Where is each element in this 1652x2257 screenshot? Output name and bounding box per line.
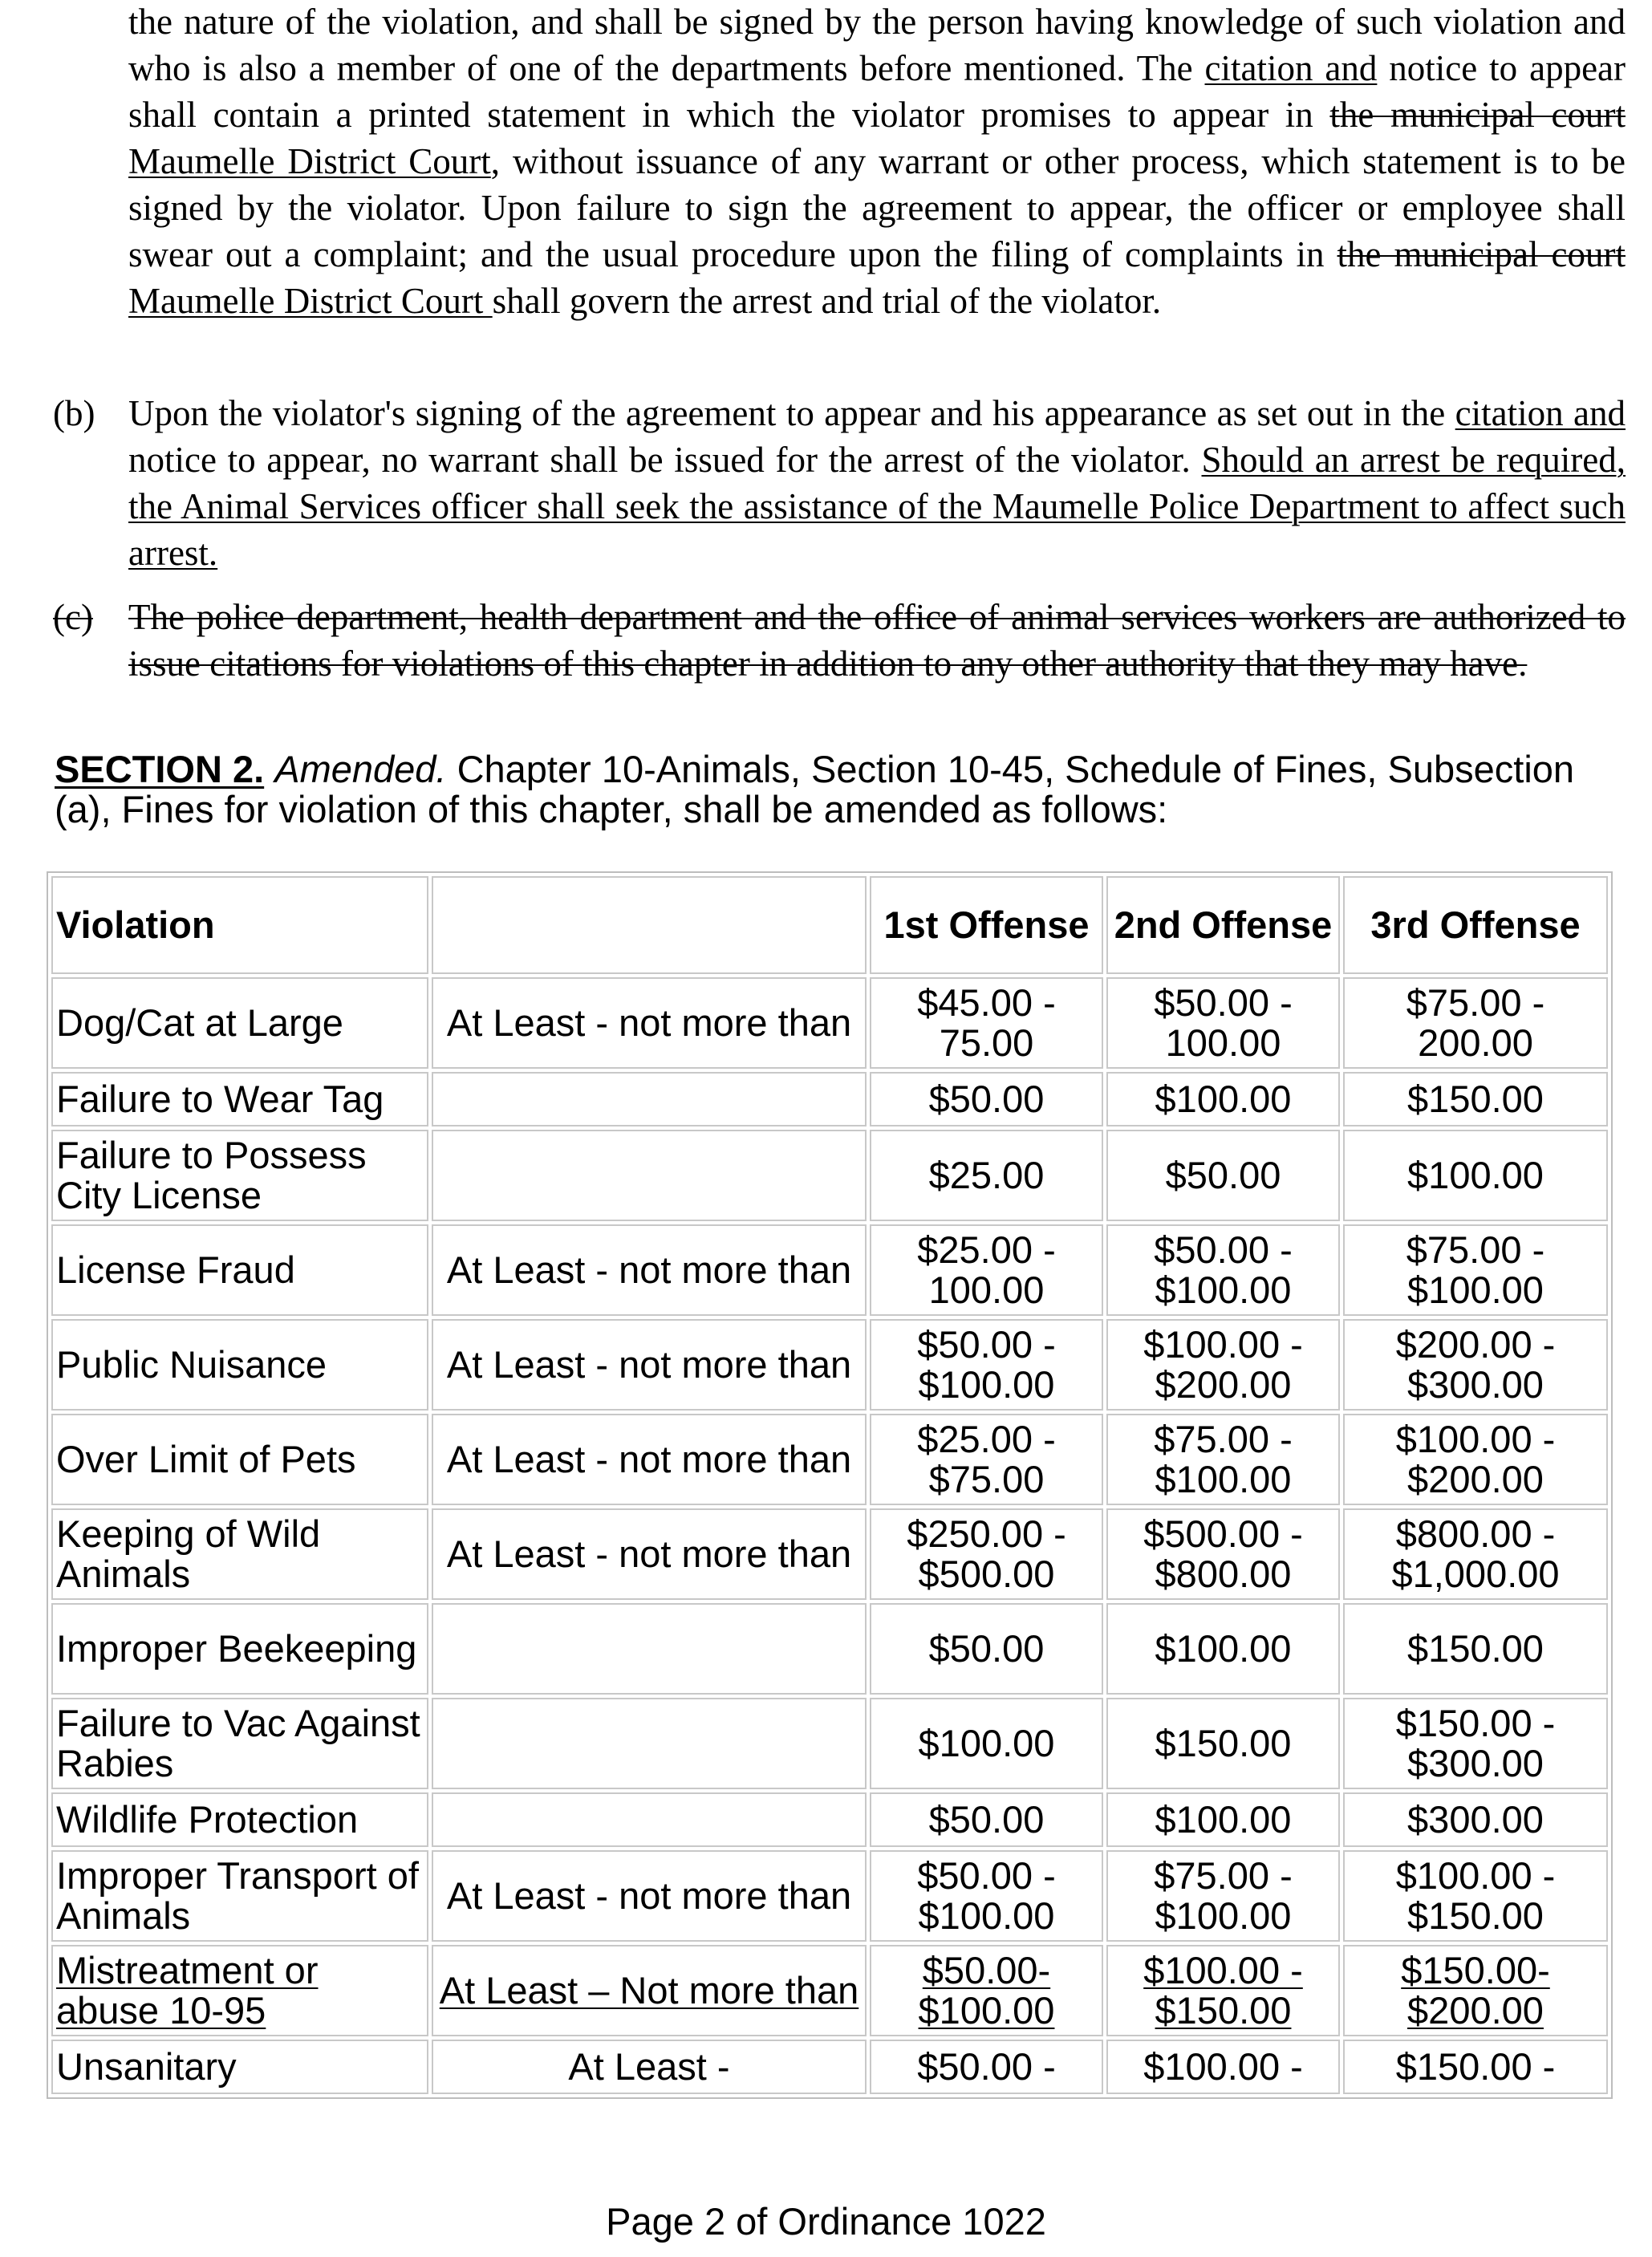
cell-range-text: At Least - not more than [446,1001,852,1044]
cell-third-offense [1343,1130,1608,1221]
cell-third-offense [1343,977,1608,1069]
cell-second-offense [1106,1698,1340,1789]
cell-violation-text: Unsanitary [56,2045,237,2088]
text-run: shall govern the arrest and trial of the violator. [492,281,1162,321]
text-run: notice to appear shall contain a printed statement in which the violator promises to appear in [128,48,1626,135]
text-run: Upon the violator's signing of the agreement to appear and his appearance as set out in the [128,393,1455,433]
cell-first-offense [870,1414,1103,1505]
cell-first-offense-text: $25.00 - 100.00 [917,1228,1056,1311]
cell-third-offense-text: $300.00 [1407,1798,1544,1841]
paragraph-c-deleted [128,594,1626,687]
cell-violation-text: Failure to Possess City License [56,1134,367,1216]
cell-range [432,1945,867,2036]
cell-first-offense [870,1792,1103,1847]
cell-second-offense [1106,1850,1340,1942]
cell-violation [51,1072,428,1126]
cell-third-offense [1343,1850,1608,1942]
cell-range [432,1508,867,1600]
cell-second-offense-text: $100.00 [1155,1627,1292,1670]
cell-range [432,1224,867,1316]
cell-first-offense [870,1130,1103,1221]
cell-range [432,1319,867,1411]
inserted-text: Should an arrest be required, the Animal Services officer shall seek the assistance of the Maumelle Police Department to affect such arrest. [128,440,1626,573]
table-row [51,1603,1608,1695]
cell-second-offense-text: $50.00 [1165,1154,1281,1196]
cell-second-offense-text: $50.00 - 100.00 [1154,981,1293,1064]
cell-first-offense-text: $250.00 - $500.00 [907,1512,1066,1595]
cell-third-offense [1343,1698,1608,1789]
cell-second-offense [1106,1508,1340,1600]
cell-violation [51,2040,428,2094]
cell-first-offense [870,1224,1103,1316]
deleted-text: the municipal court [1337,234,1626,274]
table-row [51,1698,1608,1789]
cell-violation-text: Wildlife Protection [56,1798,359,1841]
deleted-text: (c) [53,597,93,637]
cell-first-offense-text: $100.00 [918,1722,1055,1764]
cell-violation-text: Improper Transport of Animals [56,1854,419,1937]
cell-third-offense [1343,1414,1608,1505]
cell-first-offense [870,2040,1103,2094]
cell-second-offense-text: $100.00 - $200.00 [1143,1323,1303,1406]
cell-violation-text: Public Nuisance [56,1343,327,1386]
cell-third-offense-text: $75.00 - 200.00 [1406,981,1545,1064]
cell-second-offense-text: $75.00 - $100.00 [1154,1854,1293,1937]
section-text: Chapter 10-Animals, Section 10-45, Schedule of Fines, Subsection (a), Fines for violation of this chapter, shall be amended as follows: [55,748,1575,830]
cell-violation [51,1224,428,1316]
section-2-intro [55,749,1627,830]
cell-violation-text: Keeping of Wild Animals [56,1512,321,1595]
cell-third-offense-text: $800.00 - $1,000.00 [1391,1512,1560,1595]
cell-second-offense [1106,2040,1340,2094]
paragraph-a-continuation [128,0,1626,324]
cell-violation [51,1319,428,1411]
inserted-text: citation and [1455,393,1626,433]
cell-second-offense [1106,1945,1340,2036]
table-row [51,1072,1608,1126]
cell-second-offense-text: $150.00 [1155,1722,1292,1764]
cell-third-offense-text: $100.00 - $200.00 [1395,1418,1556,1500]
cell-range-text: At Least - not more than [446,1874,852,1917]
cell-third-offense [1343,1072,1608,1126]
inserted-text: citation and [1204,48,1378,88]
cell-first-offense-text: $50.00 - [917,2045,1056,2088]
cell-violation-text: Dog/Cat at Large [56,1001,343,1044]
cell-second-offense [1106,1319,1340,1411]
cell-third-offense-text: $100.00 - $150.00 [1395,1854,1556,1937]
table-row [51,1850,1608,1942]
cell-violation [51,1414,428,1505]
cell-second-offense-text: $500.00 - $800.00 [1143,1512,1303,1595]
cell-first-offense-text: $50.00 - $100.00 [917,1323,1056,1406]
cell-violation [51,1850,428,1942]
inserted-text: Maumelle District Court [128,141,491,181]
header-violation: Violation [51,876,428,974]
cell-third-offense [1343,1792,1608,1847]
cell-second-offense [1106,1792,1340,1847]
header-second-offense: 2nd Offense [1106,876,1340,974]
cell-range [432,2040,867,2094]
cell-violation [51,977,428,1069]
cell-range-text: At Least - not more than [446,1248,852,1291]
cell-range [432,1698,867,1789]
cell-third-offense [1343,1319,1608,1411]
fines-table [47,871,1613,2099]
table-row [51,1130,1608,1221]
cell-second-offense [1106,1414,1340,1505]
cell-violation [51,1945,428,2036]
header-third-offense: 3rd Offense [1343,876,1608,974]
cell-range-text: At Least - not more than [446,1438,852,1480]
cell-first-offense-text: $50.00- $100.00 [918,1949,1055,2032]
cell-third-offense-text: $150.00 [1407,1078,1544,1120]
deleted-text: The police department, health department and the office of animal services workers are authorized to issue citations for violations of this chapter in addition to any other authority that they may have. [128,597,1626,684]
cell-first-offense-text: $50.00 - $100.00 [917,1854,1056,1937]
cell-second-offense-text: $50.00 - $100.00 [1154,1228,1293,1311]
table-row [51,1224,1608,1316]
cell-violation-text: Failure to Vac Against Rabies [56,1702,420,1784]
header-range [432,876,867,974]
table-row [51,2040,1608,2094]
cell-second-offense-text: $75.00 - $100.00 [1154,1418,1293,1500]
cell-third-offense-text: $150.00 - $300.00 [1395,1702,1556,1784]
cell-second-offense-text: $100.00 - $150.00 [1143,1949,1303,2032]
cell-violation-text: Over Limit of Pets [56,1438,356,1480]
cell-second-offense [1106,1224,1340,1316]
cell-third-offense [1343,1508,1608,1600]
cell-second-offense-text: $100.00 [1155,1078,1292,1120]
table-header-row [51,876,1608,974]
paragraph-b-label: (b) [53,393,95,433]
cell-first-offense-text: $25.00 - $75.00 [917,1418,1056,1500]
cell-third-offense [1343,1224,1608,1316]
cell-violation [51,1792,428,1847]
table-row [51,977,1608,1069]
cell-first-offense [870,1850,1103,1942]
cell-range-text: At Least - not more than [446,1343,852,1386]
paragraph-b [128,390,1626,576]
section-heading: SECTION 2. [55,748,265,790]
table-row [51,1319,1608,1411]
cell-third-offense-text: $150.00- $200.00 [1401,1949,1550,2032]
cell-first-offense [870,1945,1103,2036]
cell-third-offense-text: $200.00 - $300.00 [1395,1323,1556,1406]
cell-first-offense [870,1072,1103,1126]
table-row [51,1414,1608,1505]
cell-range [432,977,867,1069]
text-run: the nature of the violation, and shall be signed by the person having knowledge of such violation and who is also a member of one of the departments before mentioned. The [128,2,1626,88]
cell-violation [51,1130,428,1221]
cell-range [432,1130,867,1221]
cell-first-offense [870,1698,1103,1789]
table-row [51,1792,1608,1847]
cell-third-offense-text: $75.00 - $100.00 [1406,1228,1545,1311]
cell-range [432,1792,867,1847]
cell-second-offense [1106,1603,1340,1695]
cell-first-offense [870,1319,1103,1411]
cell-violation [51,1698,428,1789]
cell-first-offense-text: $25.00 [928,1154,1045,1196]
cell-first-offense [870,1603,1103,1695]
cell-first-offense-text: $50.00 [928,1798,1045,1841]
text-run: notice to appear, no warrant shall be issued for the arrest of the violator. [128,440,1202,480]
cell-range-text: At Least – Not more than [439,1969,859,2011]
fines-table-body [51,977,1608,2094]
cell-violation-text: License Fraud [56,1248,295,1291]
text-run: , without issuance of any warrant or other process, which statement is to be signed by the violator. Upon failure to sign the agreement to appear, the officer or employee shall swear out a complaint; and the usual procedure upon the filing of complaints in [128,141,1626,274]
cell-violation [51,1603,428,1695]
cell-violation-text: Improper Beekeeping [56,1627,417,1670]
cell-first-offense [870,1508,1103,1600]
cell-range [432,1850,867,1942]
page-footer: Page 2 of Ordinance 1022 [606,2200,1046,2243]
amended-label: Amended. [274,748,447,790]
cell-range [432,1603,867,1695]
cell-second-offense [1106,1130,1340,1221]
cell-first-offense-text: $50.00 [928,1078,1045,1120]
paragraph-c-label [53,594,93,640]
cell-range [432,1414,867,1505]
table-row [51,1508,1608,1600]
cell-third-offense [1343,1603,1608,1695]
inserted-text: Maumelle District Court [128,281,493,321]
cell-second-offense-text: $100.00 [1155,1798,1292,1841]
cell-third-offense [1343,1945,1608,2036]
cell-range-text: At Least - not more than [446,1532,852,1575]
cell-third-offense-text: $150.00 [1407,1627,1544,1670]
cell-third-offense-text: $100.00 [1407,1154,1544,1196]
cell-violation-text: Failure to Wear Tag [56,1078,384,1120]
cell-first-offense-text: $45.00 - 75.00 [917,981,1056,1064]
cell-first-offense [870,977,1103,1069]
table-row [51,1945,1608,2036]
cell-second-offense-text: $100.00 - [1143,2045,1303,2088]
cell-range-text: At Least - [568,2045,730,2088]
cell-third-offense-text: $150.00 - [1395,2045,1556,2088]
cell-first-offense-text: $50.00 [928,1627,1045,1670]
cell-violation [51,1508,428,1600]
cell-violation-text: Mistreatment or abuse 10-95 [56,1949,319,2032]
cell-third-offense [1343,2040,1608,2094]
header-first-offense: 1st Offense [870,876,1103,974]
cell-second-offense [1106,977,1340,1069]
cell-range [432,1072,867,1126]
cell-second-offense [1106,1072,1340,1126]
deleted-text: the municipal court [1329,95,1626,135]
